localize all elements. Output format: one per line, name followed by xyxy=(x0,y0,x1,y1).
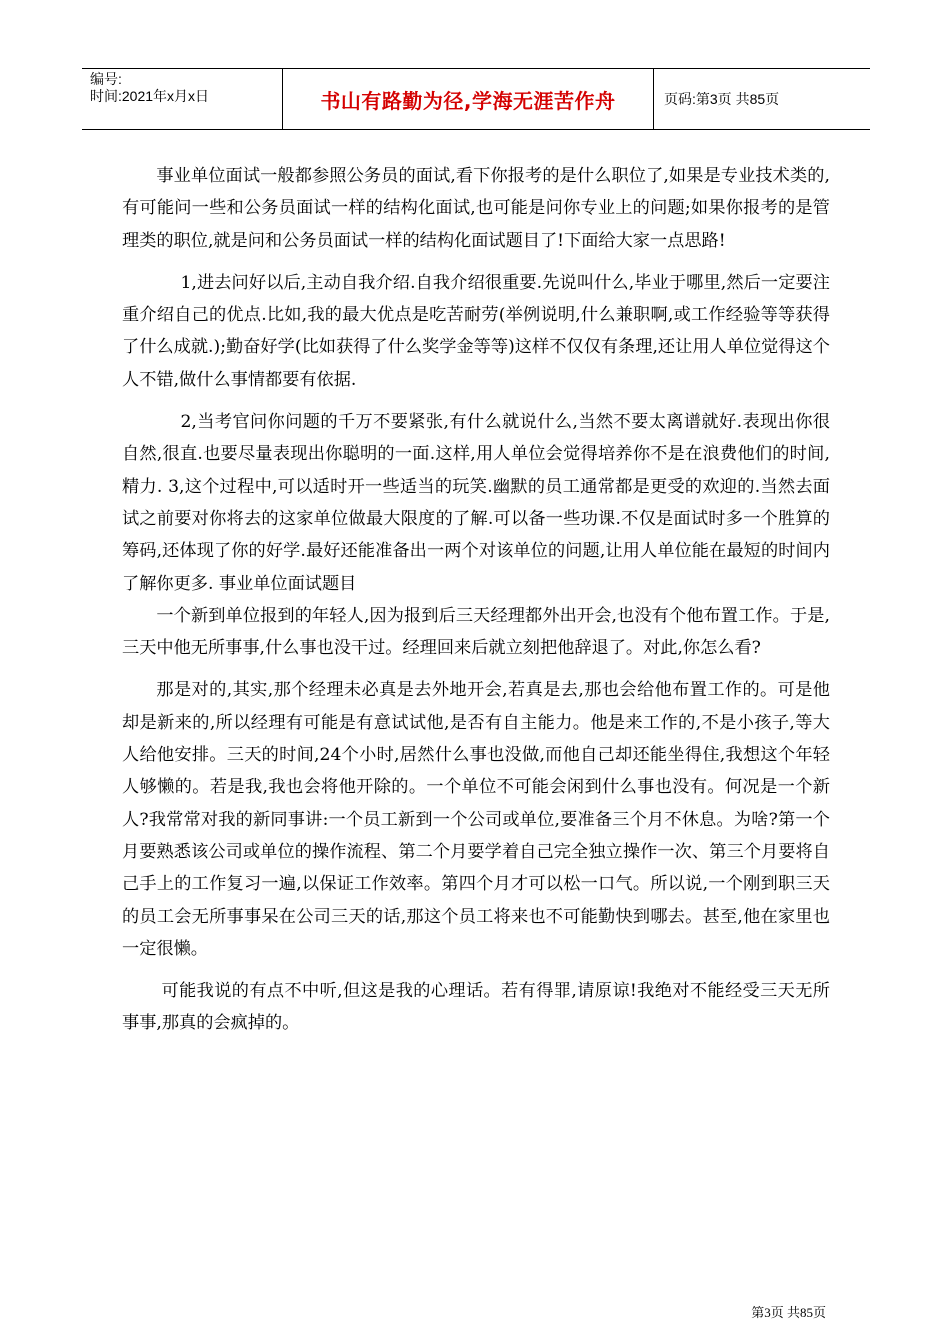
paragraph-closing: 可能我说的有点不中听,但这是我的心理话。若有得罪,请原谅!我绝对不能经受三天无所事事,那真的会疯掉的。 xyxy=(122,981,830,1034)
paragraph-intro: 事业单位面试一般都参照公务员的面试,看下你报考的是什么职位了,如果是专业技术类的,有可能问一些和公务员面试一样的结构化面试,也可能是问你专业上的问题;如果你报考的是管理类的职位,就是问和公务员面试一样的结构化面试题目了!下面给大家一点思路! xyxy=(122,166,830,251)
paragraph-question: 一个新到单位报到的年轻人,因为报到后三天经理都外出开会,也没有个他布置工作。于是,三天中他无所事事,什么事也没干过。经理回来后就立刻把他辞退了。对此,你怎么看? xyxy=(122,605,830,659)
header-motto-cell xyxy=(282,69,654,129)
header-motto: 书山有路勤为径,学海无涯苦作舟 xyxy=(320,88,616,113)
page-header xyxy=(82,68,870,130)
paragraph-tip-2-3: 2,当考官问你问题的千万不要紧张,有什么就说什么,当然不要太离谱就好.表现出你很自然,很直.也要尽量表现出你聪明的一面.这样,用人单位会觉得培养你不是在浪费他们的时间,精力. 3,这个过程中,可以适时开一些适当的玩笑.幽默的员工通常都是更受的欢迎的.当然去面试之前要对你将去的这家单位做最大限度的了解.可以备一些功课.不仅是面试时多一个胜算的筹码,还体现了你的好学.最好还能准备出一两个对该单位的问题,让用人单位能在最短的时间内了解你更多. 事业单位面试题目 xyxy=(122,412,830,594)
header-page-info: 页码:第3页 共85页 xyxy=(664,91,780,107)
document-number-label: 编号: xyxy=(90,71,122,87)
paragraph-tip-1: 1,进去问好以后,主动自我介绍.自我介绍很重要.先说叫什么,毕业于哪里,然后一定要注重介绍自己的优点.比如,我的最大优点是吃苦耐劳(举例说明,什么兼职啊,或工作经验等等获得了什么成就.);勤奋好学(比如获得了什么奖学金等等)这样不仅仅有条理,还让用人单位觉得这个人不错,做什么事情都要有依据. xyxy=(122,272,830,390)
paragraph-answer: 那是对的,其实,那个经理未必真是去外地开会,若真是去,那也会给他布置工作的。可是他却是新来的,所以经理有可能是有意试试他,是否有自主能力。他是来工作的,不是小孩子,等大人给他安排。三天的时间,24个小时,居然什么事也没做,而他自己却还能坐得住,我想这个年轻人够懒的。若是我,我也会将他开除的。一个单位不可能会闲到什么事也没有。何况是一个新人?我常常对我的新同事讲:一个员工新到一个公司或单位,要准备三个月不休息。为啥?第一个月要熟悉该公司或单位的操作流程、第二个月要学着自己完全独立操作一次、第三个月要将自己手上的工作复习一遍,以保证工作效率。第四个月才可以松一口气。所以说,一个刚到职三天的员工会无所事事呆在公司三天的话,那这个员工将来也不可能勤快到哪去。甚至,他在家里也一定很懒。 xyxy=(122,680,830,959)
page-footer: 第3页 共85页 xyxy=(751,1305,826,1320)
header-meta xyxy=(82,69,282,129)
document-body xyxy=(122,160,830,1040)
document-time-label: 时间:2021年x月x日 xyxy=(90,88,210,104)
